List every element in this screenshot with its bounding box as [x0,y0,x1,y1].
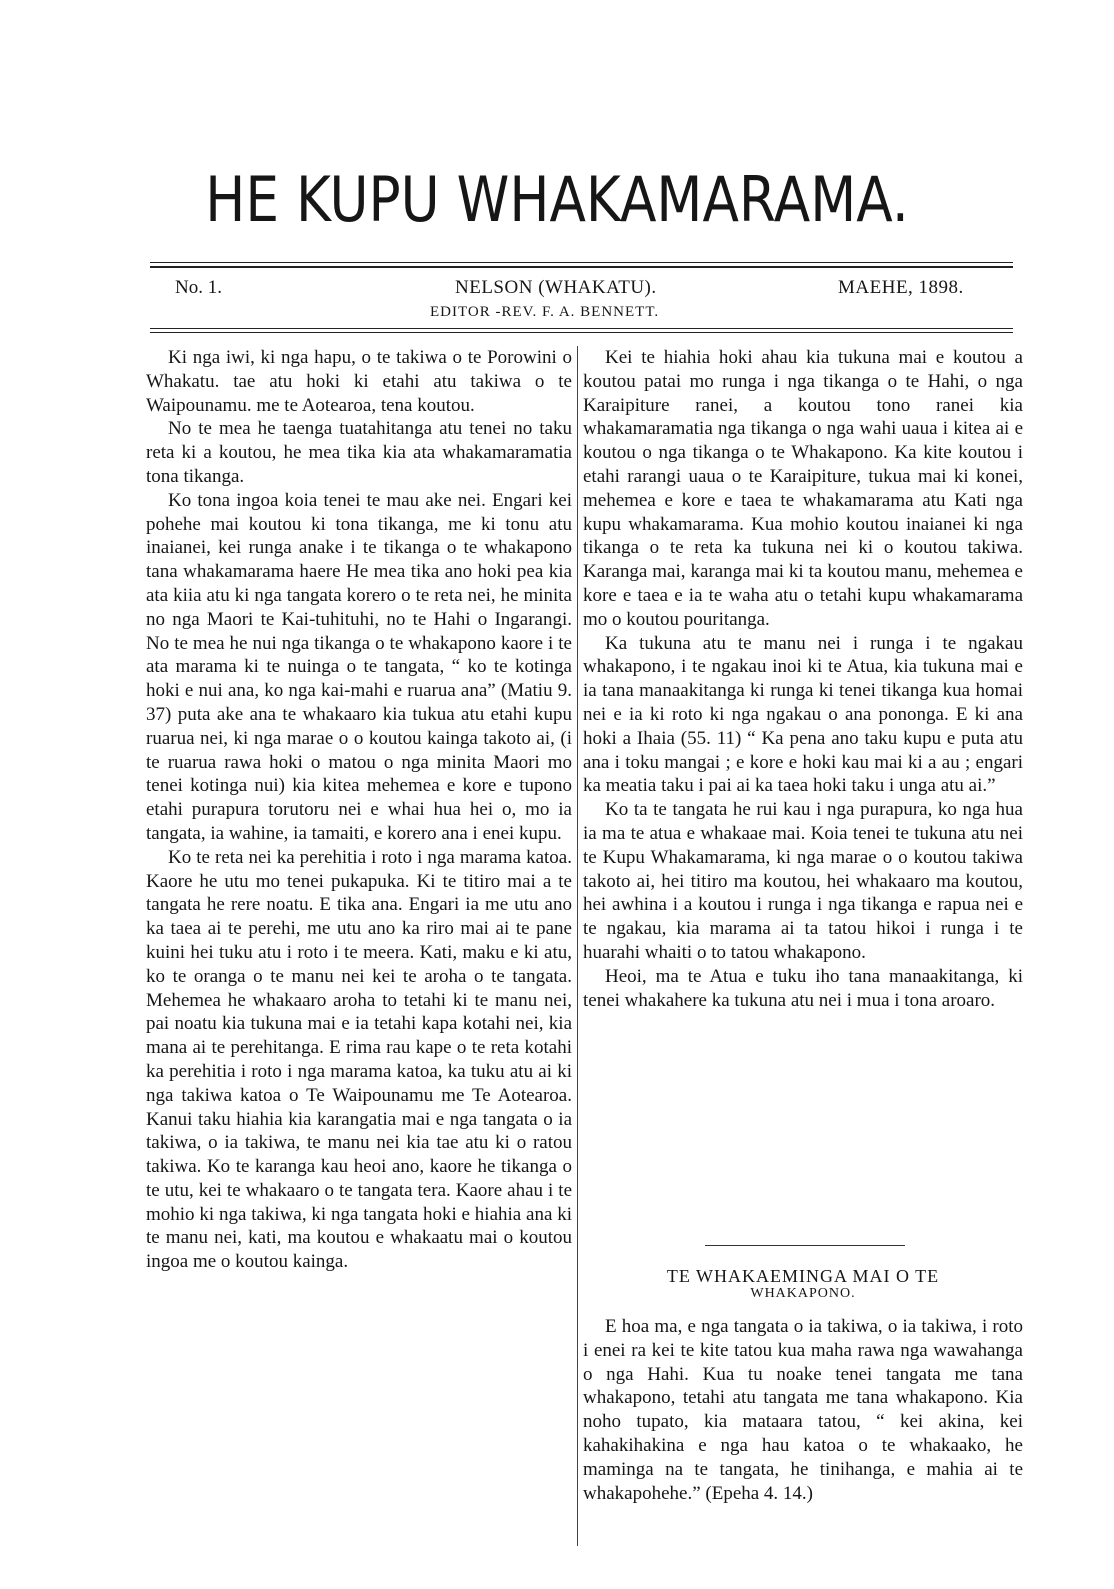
left-paragraph-4: Ko te reta nei ka perehitia i roto i nga marama katoa. Kaore he utu mo tenei pukapuka. Ki te titiro mai a te tangata he rere noatu. E tika ana. Engari ia me utu ano ka taea ai te perehi, me utu ano ka riro mai ai te pane kuini hei tuku atu i roto i te meera. Kati, maku e ki atu, ko te oranga o te manu nei kei te aroha o te tangata. Mehemea he whakaaro aroha to tetahi ki te manu nei, pai noatu kia tukuna mai e ia tetahi kapa kotahi nei, kia mana ai te perehitanga. E rima rau kape o te reta kotahi ka perehitia i roto i nga marama katoa, ka tuku atu ai ki nga takiwa katoa o Te Waipounamu me Te Aotearoa. Kanui taku hiahia kia karangatia mai e nga tangata o ia takiwa, o ia takiwa, te manu nei kia tae atu ki o ratou takiwa. Ko te karanga kau heoi ano, kaore he tikanga o te utu, kei te whakaaro o te tangata tera. Kaore ahau i te mohio ki nga takiwa, ki nga tangata hoki e hiahia ana ki te manu nei, kati, ma koutou e whakaatu mai o koutou ingoa me o koutou kainga. [146,846,572,1273]
left-paragraph-3: Ko tona ingoa koia tenei te mau ake nei. Engari kei pohehe mai koutou ki tona tikanga, me ki tonu atu inaianei, kei runga anake i te tikanga o te whakapono tana whakamarama haere He mea tika ano hoki pea kia ata kiia atu ki nga tangata korero o te reta nei, he minita no nga Maori te Kai-tuhituhi, no te Hahi o Ingarangi. No te mea he nui nga tikanga o te whakapono kaore i te ata marama ki te nuinga o te tangata, “ ko te kotinga hoki e nui ana, ko nga kai-mahi e ruarua ana” (Matiu 9. 37) puta ake ana te whakaaro kia tukua atu etahi kupu ruarua nei, ki nga marae o o koutou kainga takoto ai, (i te ruarua rawa hoki o matou o nga minita Maori mo tenei kotinga nui) kia kitea mehemea e kore e tupono etahi purapura torutoru nei e whai hua hei o, mo ia tangata, ia wahine, ia tamaiti, e korero ana i enei kupu. [146,489,572,844]
publication-place: NELSON (WHAKATU). [455,277,657,298]
right-paragraph-1: Kei te hiahia hoki ahau kia tukuna mai e koutou a koutou patai mo runga i nga tikanga o te Hahi, o nga Karaipiture ranei, a koutou tono ranei kia whakamaramatia nga tikanga o nga wahi uaua i kitea ai e koutou o nga tikanga o te Whakapono. Ka kite koutou i etahi rarangi uaua o te Karaipiture, tukua mai ki konei, mehemea e kore e taea te whakamarama atu Kati nga kupu whakamarama. Kua mohio koutou inaianei ki nga tikanga o te reta ka tukuna nei ki o koutou takiwa. Karanga mai, karanga mai ki ta koutou manu, mehemea e kore e taea e ia te waha atu o tetahi kupu whakamarama mo o koutou pouritanga. [583,347,1023,630]
right-column [583,346,1023,1012]
left-column [146,346,572,1274]
header-bottom-rule [150,328,1013,329]
editor-line: EDITOR -REV. F. A. BENNETT. [430,304,660,320]
top-rule [150,262,1013,263]
masthead-title: HE KUPU WHAKAMARAMA. [205,163,909,236]
top-rule-double [150,266,1013,268]
left-paragraph-2: No te mea he taenga tuatahitanga atu tenei no taku reta ki a koutou, he mea tika kia ata whakamaramatia tona tikanga. [146,418,572,487]
issue-number: No. 1. [175,277,222,298]
section-separator [705,1245,905,1246]
column-divider [577,346,578,1546]
section-title: TE WHAKAEMINGA MAI O TE [666,1266,940,1286]
header-bottom-rule-double [150,332,1013,333]
right-paragraph-2: Ka tukuna atu te manu nei i runga i te ngakau whakapono, i te ngakau inoi ki te Atua, kia tukuna mai e ia tana manaakitanga ki runga ki tenei tikanga kua homai nei e ia ki roto ki nga ngakau o ana pononga. E ki ana hoki a Ihaia (55. 11) “ Ka pena ano taku kupu e puta atu ana i toku mangai ; e kore e hoki kau mai ki a au ; engari ka meatia taku i pai ai ka taea hoki taku i unga atu ai.” [583,632,1023,797]
publication-date: MAEHE, 1898. [838,277,964,298]
right-paragraph-4: Heoi, ma te Atua e tuku iho tana manaakitanga, ki tenei whakahere ka tukuna atu nei i mua i tona aroaro. [583,965,1023,1011]
section-paragraph-1: E hoa ma, e nga tangata o ia takiwa, o ia takiwa, i roto i enei ra kei te kite tatou kua maha rawa nga wawahanga o nga Hahi. Kua tu noake tenei tangata me tana whakapono, tetahi atu tangata me tana whakapono. Kia noho tupato, kia mataara tatou, “ kei akina, kei kahakihakina e nga hau katoa o te whakaako, he maminga na te tangata, he tinihanga, e mahia ai te whakapohehe.” (Epeha 4. 14.) [583,1316,1023,1504]
section-body [583,1315,1023,1505]
left-paragraph-1: Ki nga iwi, ki nga hapu, o te takiwa o te Porowini o Whakatu. tae atu hoki ki etahi atu takiwa o te Waipounamu. me te Aotearoa, tena koutou. [146,347,572,416]
section-subtitle: WHAKAPONO. [750,1286,856,1301]
right-paragraph-3: Ko ta te tangata he rui kau i nga purapura, ko nga hua ia ma te atua e whakaae mai. Koia tenei te tukuna atu nei te Kupu Whakamarama, ki nga marae o o koutou takiwa takoto ai, hei titiro ma koutou, hei whakaaro ma koutou, hei awhina i a koutou i runga i nga tikanga e rapua nei e te ngakau, kia marama ai ta tatou hikoi i runga i te huarahi whaiti o to tatou whakapono. [583,799,1023,963]
